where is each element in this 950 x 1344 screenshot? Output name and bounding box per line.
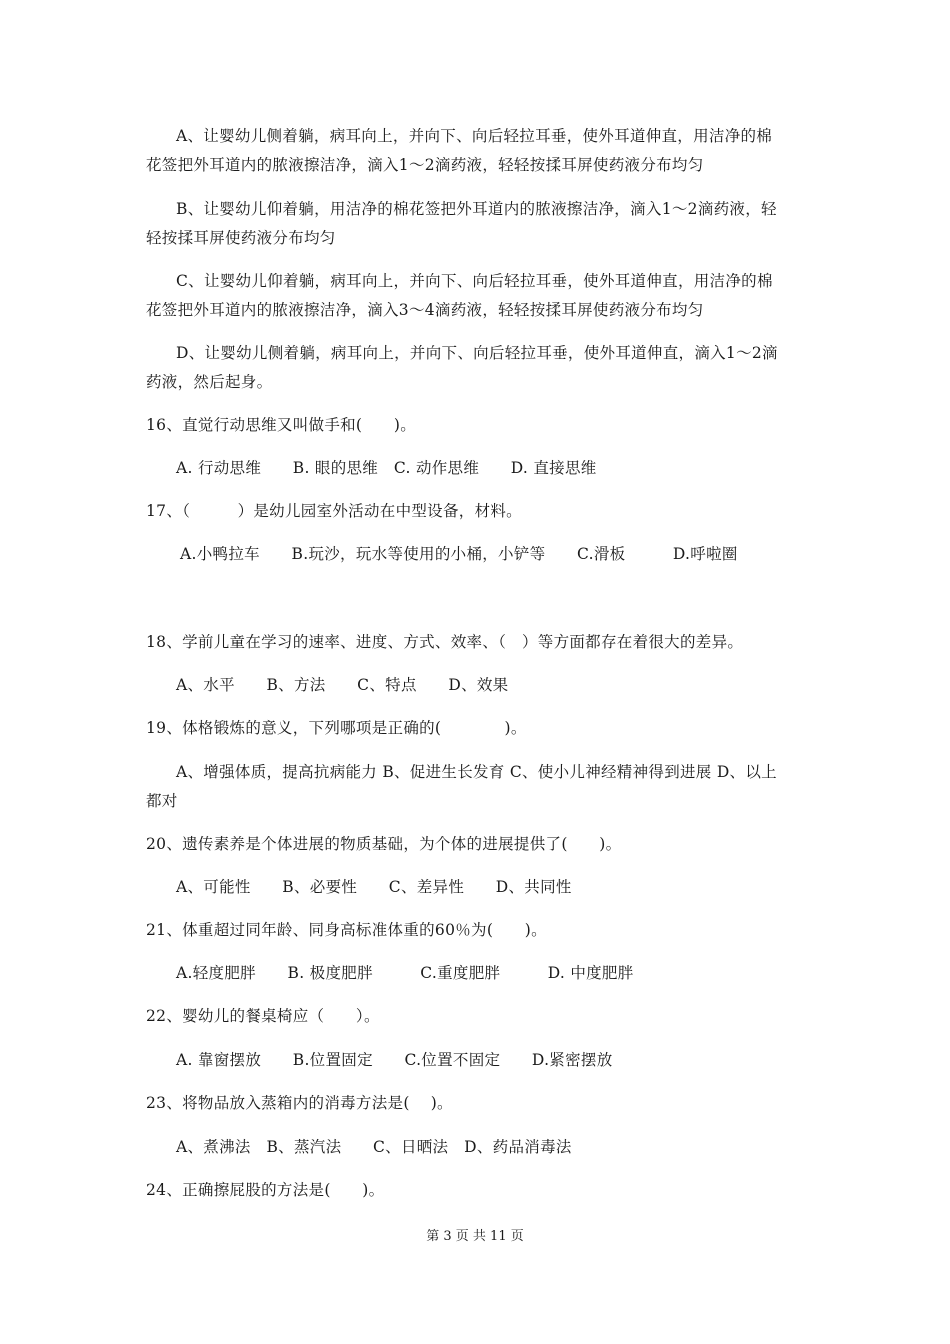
question-18: 18、学前儿童在学习的速率、进度、方式、效率、（ ）等方面都存在着很大的差异。 xyxy=(146,633,744,651)
question-21-options: A.轻度肥胖 B. 极度肥胖 C.重度肥胖 D. 中度肥胖 xyxy=(176,964,634,982)
option-15d-line-1: D、让婴幼儿侧着躺，病耳向上，并向下、向后轻拉耳垂，使外耳道伸直，滴入1～2滴 xyxy=(176,344,778,362)
option-15b-line-2: 轻按揉耳屏使药液分布均匀 xyxy=(146,229,336,247)
question-20-options: A、可能性 B、必要性 C、差异性 D、共同性 xyxy=(176,878,572,896)
question-16: 16、直觉行动思维又叫做手和( )。 xyxy=(146,416,417,434)
question-19-options-line-1: A、增强体质，提高抗病能力 B、促进生长发育 C、使小儿神经精神得到进展 D、以上 xyxy=(176,763,777,781)
question-19-options-line-2: 都对 xyxy=(146,792,178,810)
option-15d-line-2: 药液，然后起身。 xyxy=(146,373,273,391)
question-20: 20、遗传素养是个体进展的物质基础，为个体的进展提供了( )。 xyxy=(146,835,622,853)
option-15b-line-1: B、让婴幼儿仰着躺，用洁净的棉花签把外耳道内的脓液擦洁净，滴入1～2滴药液，轻 xyxy=(176,200,777,218)
option-15a-line-2: 花签把外耳道内的脓液擦洁净，滴入1～2滴药液，轻轻按揉耳屏使药液分布均匀 xyxy=(146,156,704,174)
question-17-options: A.小鸭拉车 B.玩沙，玩水等使用的小桶，小铲等 C.滑板 D.呼啦圈 xyxy=(180,545,738,563)
option-15c-line-2: 花签把外耳道内的脓液擦洁净，滴入3～4滴药液，轻轻按揉耳屏使药液分布均匀 xyxy=(146,301,704,319)
question-23-options: A、煮沸法 B、蒸汽法 C、日晒法 D、药品消毒法 xyxy=(176,1138,572,1156)
option-15a-line-1: A、让婴幼儿侧着躺，病耳向上，并向下、向后轻拉耳垂，使外耳道伸直，用洁净的棉 xyxy=(176,127,773,145)
question-21: 21、体重超过同年龄、同身高标准体重的60％为( )。 xyxy=(146,921,547,939)
option-15c-line-1: C、让婴幼儿仰着躺，病耳向上，并向下、向后轻拉耳垂，使外耳道伸直，用洁净的棉 xyxy=(176,272,773,290)
question-18-options: A、水平 B、方法 C、特点 D、效果 xyxy=(176,676,509,694)
question-16-options: A. 行动思维 B. 眼的思维 C. 动作思维 D. 直接思维 xyxy=(176,459,597,477)
question-24: 24、正确擦屁股的方法是( )。 xyxy=(146,1181,385,1199)
question-19: 19、体格锻炼的意义，下列哪项是正确的( )。 xyxy=(146,719,527,737)
question-22-options: A. 靠窗摆放 B.位置固定 C.位置不固定 D.紧密摆放 xyxy=(176,1051,613,1069)
question-17: 17、（ ）是幼儿园室外活动在中型设备，材料。 xyxy=(146,502,522,520)
question-23: 23、将物品放入蒸箱内的消毒方法是( )。 xyxy=(146,1094,453,1112)
page-footer: 第 3 页 共 11 页 xyxy=(426,1229,524,1244)
question-22: 22、婴幼儿的餐桌椅应（ ）。 xyxy=(146,1007,380,1025)
